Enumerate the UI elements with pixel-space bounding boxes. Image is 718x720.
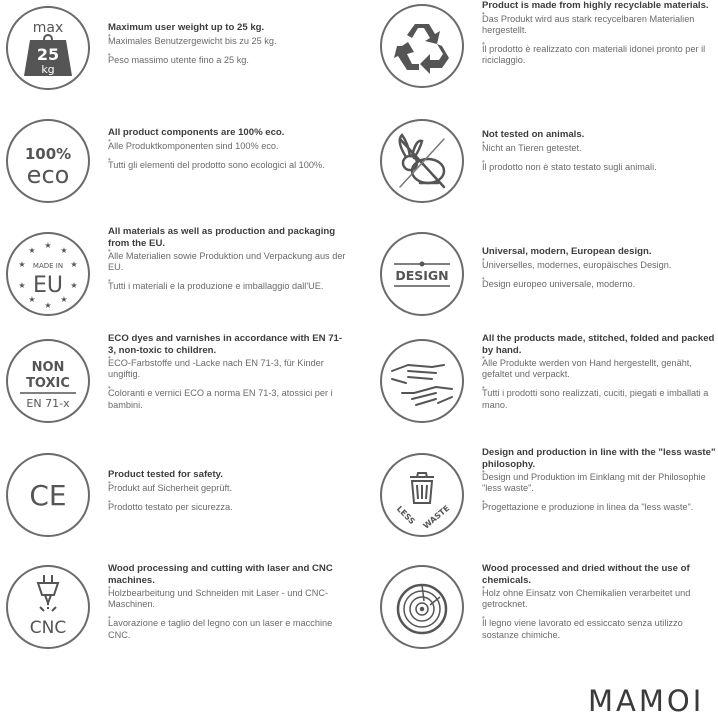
feature-weight: [0, 0, 355, 100]
feature-text-de: • Holz ohne Einsatz von Chemikalien verarbeitet und getrocknet.: [482, 588, 718, 610]
feature-text-it: • Il prodotto è realizzato con materiali idonei pronto per il riciclaggio.: [482, 44, 718, 66]
svg-text:MADE IN: MADE IN: [32, 262, 64, 270]
feature-cnc: [0, 559, 355, 659]
svg-text:100%: 100%: [24, 145, 72, 163]
feature-recyclable: [380, 0, 718, 100]
feature-text-de: • ECO-Farbstoffe und -Lacke nach EN 71-3, für Kinder ungiftig.: [108, 358, 348, 380]
feature-handmade: [380, 333, 718, 433]
feature-non-toxic: [0, 333, 355, 433]
feature-safety: [0, 447, 355, 547]
non-toxic-icon: [6, 339, 90, 423]
feature-text-de: • Design und Produktion im Einklang mit der Philosophie "less waste".: [482, 472, 718, 494]
svg-text:CNC: CNC: [29, 618, 67, 638]
brand-logo: MAMOI: [588, 684, 705, 718]
feature-made-in-eu: [0, 226, 355, 326]
svg-text:EU: EU: [32, 273, 64, 298]
feature-title: Wood processed and dried without the use of chemicals.: [482, 563, 690, 586]
svg-text:★: ★: [60, 295, 68, 304]
feature-title: ECO dyes and varnishes in accordance with EN 71-3, non-toxic to children.: [108, 333, 343, 356]
svg-text:TOXIC: TOXIC: [26, 376, 70, 391]
svg-text:★: ★: [18, 260, 26, 269]
svg-text:★: ★: [60, 246, 68, 255]
feature-title: Wood processing and cutting with laser and CNC machines.: [108, 563, 333, 586]
feature-title: Product tested for safety.: [108, 469, 223, 480]
feature-text-de: • Universelles, modernes, europäisches Design.: [482, 260, 718, 271]
feature-text-it: • Tutti gli elementi del prodotto sono ecologici al 100%.: [108, 160, 348, 171]
recycle-icon: [380, 4, 464, 88]
design-icon: [380, 232, 464, 316]
feature-text-de: • Alle Produkte werden von Hand hergestellt, genäht, gefaltet und verpackt.: [482, 358, 718, 380]
feature-text-it: • Tutti i prodotti sono realizzati, cuciti, piegati e imballati a mano.: [482, 388, 718, 410]
feature-text-it: • Peso massimo utente fino a 25 kg.: [108, 55, 348, 66]
svg-text:kg: kg: [41, 63, 55, 76]
feature-title: Universal, modern, European design.: [482, 246, 652, 257]
weight-icon: [6, 6, 90, 90]
svg-text:★: ★: [70, 281, 78, 290]
ce-mark-icon: [6, 453, 90, 537]
feature-title: All the products made, stitched, folded and packed by hand.: [482, 333, 715, 356]
feature-title: All materials as well as production and packaging from the EU.: [108, 226, 336, 249]
feature-text-de: • Produkt auf Sicherheit geprüft.: [108, 483, 348, 494]
feature-text-de: • Nicht an Tieren getestet.: [482, 143, 718, 154]
feature-title: Maximum user weight up to 25 kg.: [108, 22, 265, 33]
svg-text:max: max: [32, 20, 64, 36]
made-in-eu-icon: [6, 232, 90, 316]
eco-icon: [6, 119, 90, 203]
feature-title: Design and production in line with the "less waste" philosophy.: [482, 447, 716, 470]
feature-title: Product is made from highly recyclable materials.: [482, 0, 709, 11]
hands-icon: [380, 339, 464, 423]
tree-rings-icon: [380, 565, 464, 649]
svg-text:NON: NON: [31, 360, 65, 375]
svg-text:eco: eco: [26, 161, 70, 189]
feature-design: [380, 226, 718, 326]
feature-text-de: • Alle Materialien sowie Produktion und Verpackung aus der EU.: [108, 251, 348, 273]
feature-text-de: • Das Produkt wird aus stark recycelbaren Materialien hergestellt.: [482, 14, 718, 36]
svg-text:DESIGN: DESIGN: [395, 268, 449, 283]
feature-less-waste: [380, 447, 718, 547]
feature-eco: [0, 113, 355, 213]
svg-text:LESS: LESS: [394, 504, 417, 527]
feature-text-de: • Alle Produktkomponenten sind 100% eco.: [108, 141, 348, 152]
feature-text-it: • Design europeo universale, moderno.: [482, 279, 718, 290]
feature-text-de: • Holzbearbeitung und Schneiden mit Laser - und CNC-Maschinen.: [108, 588, 348, 610]
laser-cnc-icon: [6, 565, 90, 649]
svg-text:★: ★: [18, 281, 26, 290]
feature-text-de: • Maximales Benutzergewicht bis zu 25 kg.: [108, 36, 348, 47]
feature-text-it: • Lavorazione e taglio del legno con un laser e macchine CNC.: [108, 618, 348, 640]
feature-title: All product components are 100% eco.: [108, 127, 285, 138]
feature-wood: [380, 559, 718, 659]
feature-text-it: • Progettazione e produzione in linea da "less waste".: [482, 502, 718, 513]
svg-text:★: ★: [44, 241, 52, 250]
feature-text-it: • Il prodotto non è stato testato sugli animali.: [482, 162, 718, 173]
feature-text-it: • Coloranti e vernici ECO a norma EN 71-3, atossici per i bambini.: [108, 388, 348, 410]
trash-bin-icon: [380, 453, 464, 537]
svg-text:★: ★: [28, 246, 36, 255]
svg-text:★: ★: [44, 301, 52, 310]
rabbit-icon: [380, 119, 464, 203]
feature-title: Not tested on animals.: [482, 129, 585, 140]
svg-text:WASTE: WASTE: [421, 503, 452, 531]
feature-text-it: • Prodotto testato per sicurezza.: [108, 502, 348, 513]
svg-text:★: ★: [70, 260, 78, 269]
feature-not-tested-on-animals: [380, 113, 718, 213]
feature-text-it: • Il legno viene lavorato ed essiccato senza utilizzo sostanze chimiche.: [482, 618, 718, 640]
svg-text:CE: CE: [29, 479, 67, 512]
feature-text-it: • Tutti i materiali e la produzione e imballaggio dall'UE.: [108, 281, 348, 292]
svg-text:EN 71-x: EN 71-x: [26, 397, 70, 410]
svg-text:25: 25: [36, 45, 60, 64]
svg-text:★: ★: [28, 295, 36, 304]
